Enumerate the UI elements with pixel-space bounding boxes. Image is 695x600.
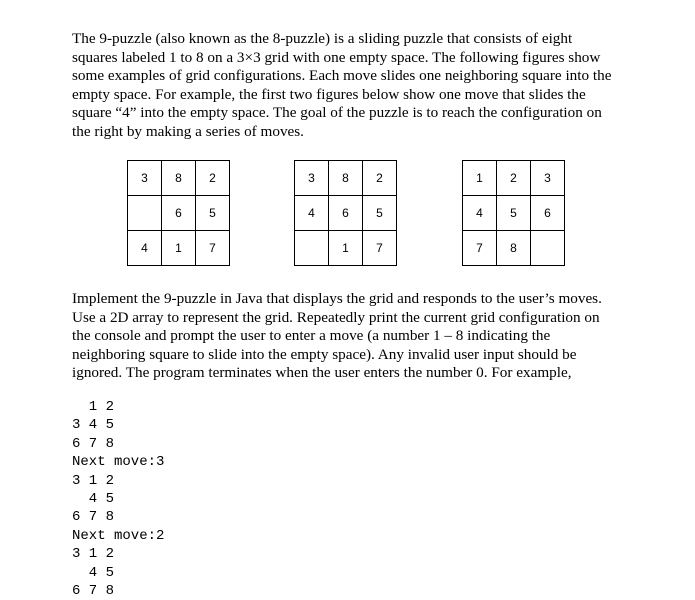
console-line: 3 1 2 bbox=[72, 472, 115, 489]
console-line: Next move:2 bbox=[72, 527, 165, 544]
task-line: Use a 2D array to represent the grid. Repeatedly print the current grid configuration on bbox=[72, 308, 600, 326]
task-paragraph bbox=[72, 290, 647, 383]
console-line: 6 7 8 bbox=[72, 509, 115, 526]
puzzle-grid-after-move bbox=[294, 160, 397, 266]
console-line: 3 4 5 bbox=[72, 417, 115, 434]
grid-cell: 6 bbox=[329, 196, 363, 231]
puzzle-grid-start bbox=[127, 160, 230, 266]
grid-cell: 7 bbox=[463, 231, 497, 266]
intro-line: the right by making a series of moves. bbox=[72, 122, 304, 140]
grid-cell: 3 bbox=[128, 161, 162, 196]
grid-cell bbox=[128, 196, 162, 231]
grid-cell: 8 bbox=[497, 231, 531, 266]
console-line: 4 5 bbox=[72, 491, 115, 508]
grid-cell: 4 bbox=[128, 231, 162, 266]
grid-cell: 5 bbox=[363, 196, 397, 231]
intro-line: square “4” into the empty space. The goal of the puzzle is to reach the configuration on bbox=[72, 104, 602, 122]
grid-cell: 8 bbox=[329, 161, 363, 196]
grid-cell: 3 bbox=[295, 161, 329, 196]
intro-line: The 9-puzzle (also known as the 8-puzzle) is a sliding puzzle that consists of eight bbox=[72, 30, 573, 47]
grid-cell: 4 bbox=[463, 196, 497, 231]
intro-line: some examples of grid configurations. Each move slides one neighboring square into the bbox=[72, 67, 612, 85]
grid-cell: 4 bbox=[295, 196, 329, 231]
console-line: 6 7 8 bbox=[72, 435, 115, 452]
puzzle-grid-goal bbox=[462, 160, 565, 266]
task-line: Implement the 9-puzzle in Java that displays the grid and responds to the user’s moves. bbox=[72, 290, 602, 307]
console-line: 3 1 2 bbox=[72, 546, 115, 563]
grid-cell: 7 bbox=[363, 231, 397, 266]
intro-line: empty space. For example, the first two figures below show one move that slides the bbox=[72, 85, 586, 103]
grid-cell: 6 bbox=[531, 196, 565, 231]
task-line: the console and prompt the user to enter a move (a number 1 – 8 indicating the bbox=[72, 327, 551, 345]
task-line: ignored. The program terminates when the user enters the number 0. For example, bbox=[72, 364, 572, 382]
grid-cell: 7 bbox=[196, 231, 230, 266]
grid-cell: 5 bbox=[497, 196, 531, 231]
grid-cell: 6 bbox=[162, 196, 196, 231]
grid-cell bbox=[531, 231, 565, 266]
intro-paragraph bbox=[72, 30, 647, 142]
grid-cell: 1 bbox=[463, 161, 497, 196]
grid-cell: 2 bbox=[497, 161, 531, 196]
console-line: 4 5 bbox=[72, 564, 115, 581]
grid-cell: 2 bbox=[363, 161, 397, 196]
grid-cell: 2 bbox=[196, 161, 230, 196]
grid-cell: 1 bbox=[329, 231, 363, 266]
grid-cell: 3 bbox=[531, 161, 565, 196]
intro-line: squares labeled 1 to 8 on a 3×3 grid with one empty space. The following figures show bbox=[72, 48, 601, 66]
task-line: neighboring square to slide into the empty space). Any invalid user input should be bbox=[72, 345, 577, 363]
grid-cell: 8 bbox=[162, 161, 196, 196]
console-line: 1 2 bbox=[72, 399, 115, 415]
grid-cell: 1 bbox=[162, 231, 196, 266]
grid-cell bbox=[295, 231, 329, 266]
console-output bbox=[72, 398, 164, 600]
grid-cell: 5 bbox=[196, 196, 230, 231]
console-line: Next move:3 bbox=[72, 454, 165, 471]
console-line: 6 7 8 bbox=[72, 583, 115, 600]
